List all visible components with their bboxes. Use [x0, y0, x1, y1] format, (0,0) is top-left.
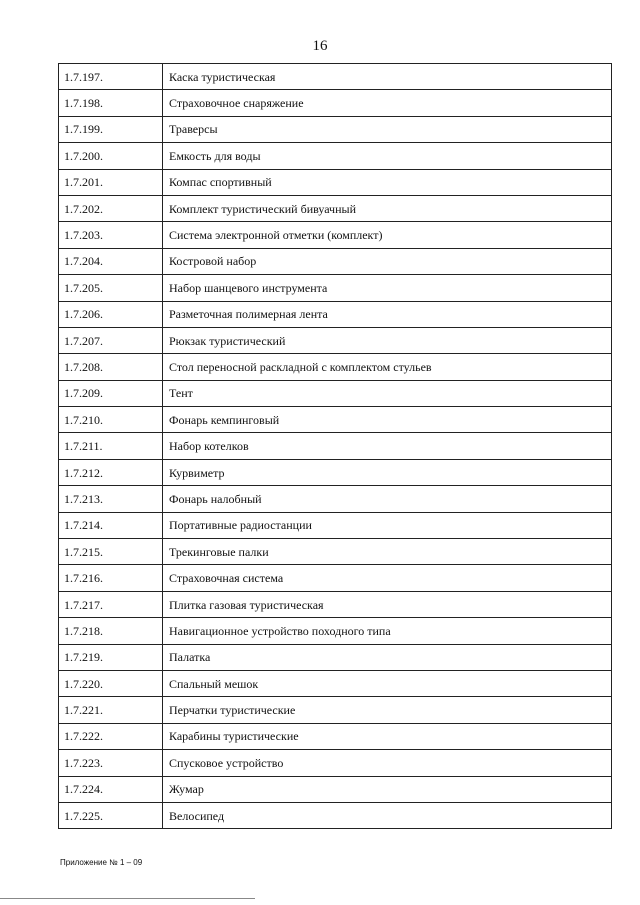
item-name-cell: Компас спортивный [163, 169, 612, 195]
footer-note: Приложение № 1 – 09 [60, 858, 143, 867]
item-name-cell: Плитка газовая туристическая [163, 591, 612, 617]
table-row [59, 644, 612, 670]
page-number: 16 [312, 38, 328, 54]
item-code-cell: 1.7.210. [59, 407, 163, 433]
table-row [59, 802, 612, 828]
table-row [59, 354, 612, 380]
table-row [59, 697, 612, 723]
table-row [59, 459, 612, 485]
item-name-cell: Перчатки туристические [163, 697, 612, 723]
item-name-cell: Каска туристическая [163, 64, 612, 90]
table-row [59, 301, 612, 327]
item-code-cell: 1.7.206. [59, 301, 163, 327]
table-row [59, 750, 612, 776]
table-row [59, 433, 612, 459]
table-row [59, 380, 612, 406]
item-code-cell: 1.7.223. [59, 750, 163, 776]
table-row [59, 275, 612, 301]
item-name-cell: Фонарь налобный [163, 486, 612, 512]
item-code-cell: 1.7.204. [59, 248, 163, 274]
item-name-cell: Портативные радиостанции [163, 512, 612, 538]
table-row [59, 723, 612, 749]
item-name-cell: Карабины туристические [163, 723, 612, 749]
item-name-cell: Костровой набор [163, 248, 612, 274]
item-code-cell: 1.7.224. [59, 776, 163, 802]
item-name-cell: Рюкзак туристический [163, 327, 612, 353]
item-name-cell: Разметочная полимерная лента [163, 301, 612, 327]
table-row [59, 327, 612, 353]
item-name-cell: Велосипед [163, 802, 612, 828]
item-name-cell: Спальный мешок [163, 670, 612, 696]
table-row [59, 591, 612, 617]
item-name-cell: Курвиметр [163, 459, 612, 485]
table-row [59, 169, 612, 195]
table-row [59, 407, 612, 433]
table-row [59, 248, 612, 274]
item-code-cell: 1.7.222. [59, 723, 163, 749]
item-code-cell: 1.7.216. [59, 565, 163, 591]
item-name-cell: Комплект туристический бивуачный [163, 195, 612, 221]
footer-divider [0, 898, 255, 899]
item-name-cell: Трекинговые палки [163, 539, 612, 565]
item-code-cell: 1.7.200. [59, 143, 163, 169]
item-name-cell: Жумар [163, 776, 612, 802]
item-name-cell: Набор котелков [163, 433, 612, 459]
table-row [59, 512, 612, 538]
table-row [59, 195, 612, 221]
item-code-cell: 1.7.197. [59, 64, 163, 90]
table-row [59, 116, 612, 142]
item-code-cell: 1.7.211. [59, 433, 163, 459]
item-code-cell: 1.7.213. [59, 486, 163, 512]
item-name-cell: Тент [163, 380, 612, 406]
item-code-cell: 1.7.199. [59, 116, 163, 142]
item-name-cell: Страховочная система [163, 565, 612, 591]
item-code-cell: 1.7.202. [59, 195, 163, 221]
item-code-cell: 1.7.207. [59, 327, 163, 353]
item-code-cell: 1.7.218. [59, 618, 163, 644]
table-row [59, 670, 612, 696]
table-row [59, 539, 612, 565]
item-code-cell: 1.7.217. [59, 591, 163, 617]
item-name-cell: Емкость для воды [163, 143, 612, 169]
item-code-cell: 1.7.221. [59, 697, 163, 723]
item-code-cell: 1.7.212. [59, 459, 163, 485]
item-code-cell: 1.7.220. [59, 670, 163, 696]
item-code-cell: 1.7.214. [59, 512, 163, 538]
item-name-cell: Набор шанцевого инструмента [163, 275, 612, 301]
item-code-cell: 1.7.201. [59, 169, 163, 195]
item-code-cell: 1.7.205. [59, 275, 163, 301]
item-name-cell: Система электронной отметки (комплект) [163, 222, 612, 248]
table-row [59, 143, 612, 169]
equipment-table [58, 63, 612, 829]
table-row [59, 486, 612, 512]
item-code-cell: 1.7.209. [59, 380, 163, 406]
item-name-cell: Палатка [163, 644, 612, 670]
table-row [59, 565, 612, 591]
item-name-cell: Фонарь кемпинговый [163, 407, 612, 433]
table-row [59, 618, 612, 644]
table-row [59, 776, 612, 802]
item-code-cell: 1.7.208. [59, 354, 163, 380]
item-code-cell: 1.7.215. [59, 539, 163, 565]
item-name-cell: Навигационное устройство походного типа [163, 618, 612, 644]
item-code-cell: 1.7.203. [59, 222, 163, 248]
item-name-cell: Страховочное снаряжение [163, 90, 612, 116]
item-code-cell: 1.7.225. [59, 802, 163, 828]
table-row [59, 90, 612, 116]
table-row [59, 64, 612, 90]
item-name-cell: Спусковое устройство [163, 750, 612, 776]
equipment-table-container [58, 63, 612, 829]
item-code-cell: 1.7.198. [59, 90, 163, 116]
equipment-table-body [59, 64, 612, 829]
item-name-cell: Стол переносной раскладной с комплектом стульев [163, 354, 612, 380]
item-name-cell: Траверсы [163, 116, 612, 142]
item-code-cell: 1.7.219. [59, 644, 163, 670]
table-row [59, 222, 612, 248]
